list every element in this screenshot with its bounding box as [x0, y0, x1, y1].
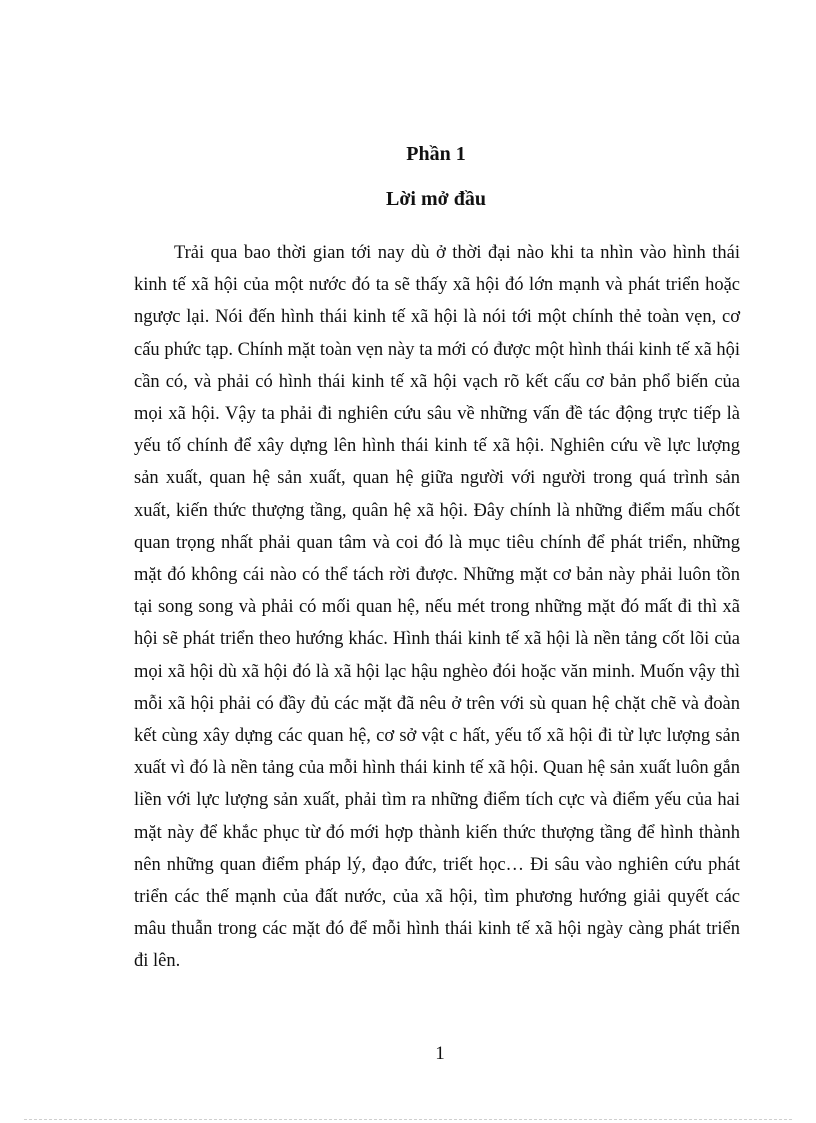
body-paragraph: Trải qua bao thời gian tới nay dù ở thời đại nào khi ta nhìn vào hình thái kinh tế xã hội của một nước đó ta sẽ thấy xã hội đó lớn mạnh và phát triển hoặc ngược lại. Nói đến hình thái kinh tế xã hội là nói tới một chính thẻ toàn vẹn, cơ cấu phức tạp. Chính mặt toàn vẹn này ta mới có được một hình thái kinh tế xã hội cần có, và phải có hình thái kinh tế xã hội vạch rõ kết cấu cơ bản phổ biến của mọi xã hội. Vậy ta phải đi nghiên cứu sâu về những vấn đề tác động trực tiếp là yếu tố chính để xây dựng lên hình thái kinh tế xã hội. Nghiên cứu về lực lượng sản xuất, quan hệ sản xuất, quan hệ giữa người với người trong quá trình sản xuất, kiến thức thượng tầng, quân hệ xã hội. Đây chính là những điểm mấu chốt quan trọng nhất phải quan tâm và coi đó là mục tiêu chính để phát triển, những mặt đó không cái nào có thể tách rời được. Những mặt cơ bản này phải luôn tồn tại song song và phải có mối quan hệ, nếu mét trong những mặt đó mất đi thì xã hội sẽ phát triển theo hướng khác. Hình thái kinh tế xã hội là nền tảng cốt lõi của mọi xã hội dù xã hội đó là xã hội lạc hậu nghèo đói hoặc văn minh. Muốn vậy thì mỗi xã hội phải có đầy đủ các mặt đã nêu ở trên với sù quan hệ chặt chẽ và đoàn kết cùng xây dựng các quan hệ, cơ sở vật c hất, yếu tố xã hội đi từ lực lượng sản xuất vì đó là nền tảng của mỗi hình thái kinh tế xã hội. Quan hệ sản xuất luôn gắn liền với lực lượng sản xuất, phải tìm ra những điểm tích cực và điểm yếu của hai mặt này để khắc phục từ đó mới hợp thành kiến thức thượng tầng để hình thành nên những quan điểm pháp lý, đạo đức, triết học… Đi sâu vào nghiên cứu phát triển các thế mạnh của đất nước, của xã hội, tìm phương hướng giải quyết các mâu thuẫn trong các mặt đó để mỗi hình thái kinh tế xã hội ngày càng phát triển đi lên.: [134, 243, 740, 972]
section-title: Lời mở đầu: [386, 188, 486, 210]
page-number: 1: [435, 1043, 445, 1064]
page-break-divider: [24, 1119, 792, 1120]
part-heading: Phần 1: [406, 143, 466, 165]
